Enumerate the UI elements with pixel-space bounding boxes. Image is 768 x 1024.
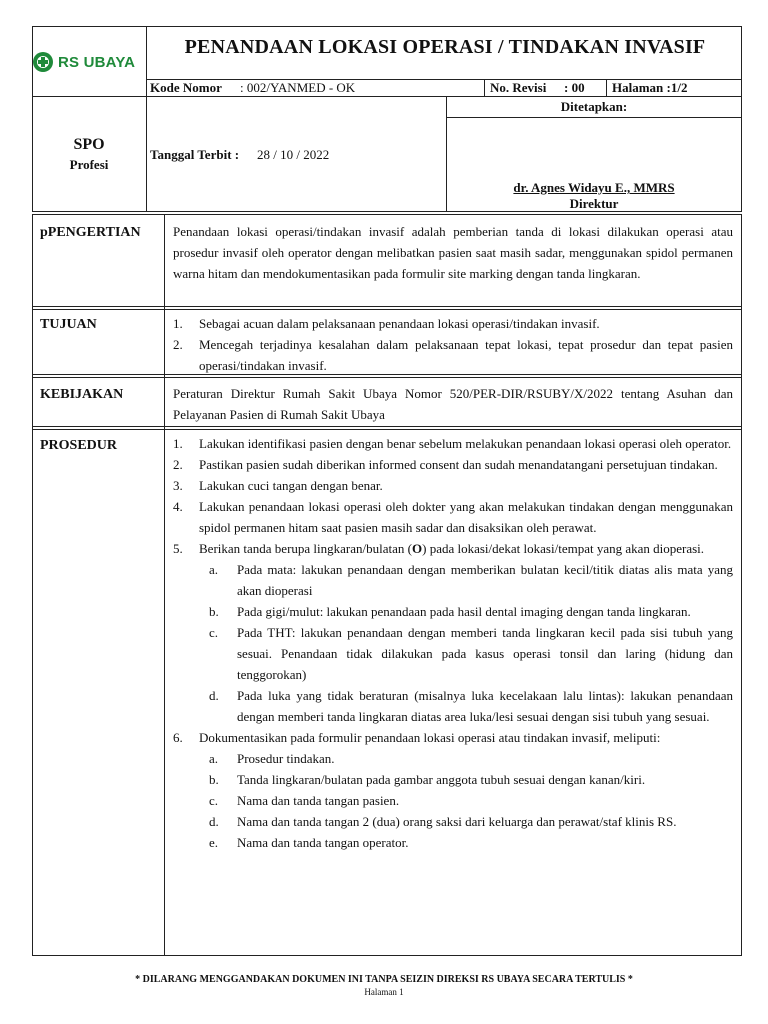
list-item: 1. Sebagai acuan dalam pelaksanaan penandaan lokasi operasi/tindakan invasif. <box>173 316 600 331</box>
ditetapkan-label: Ditetapkan: <box>560 99 628 114</box>
sub-list-item: d. Nama dan tanda tangan 2 (dua) orang saksi dari keluarga dan perawat/staf klinis RS. <box>209 814 677 829</box>
sub-list-item: a. Prosedur tindakan. <box>209 751 335 766</box>
list-item: 6. Dokumentasikan pada formulir penandaan lokasi operasi atau tindakan invasif, meliputi: <box>173 730 661 745</box>
sub-list-item: d. Pada luka yang tidak beraturan (misalnya luka kecelakaan lalu lintas): lakukan penandaan dengan memberi tanda lingkaran diatas area luka/lesi sesuai dengan sisi tubuh yang sesuai. <box>209 688 733 724</box>
tanggal-value: 28 / 10 / 2022 <box>257 147 330 162</box>
sub-list-item: a. Pada mata: lakukan penandaan dengan memberikan bulatan kecil/titik diatas alis mata yang akan dioperasi <box>209 562 733 598</box>
list-item: 4. Lakukan penandaan lokasi operasi oleh dokter yang akan melakukan tindakan dengan menggunakan spidol permanen hitam saat pasien masih sadar dan disaksikan oleh perawat. <box>173 499 733 535</box>
pengertian-text: Penandaan lokasi operasi/tindakan invasif adalah pemberian tanda di lokasi dilakukan operasi atau prosedur invasif oleh operator dengan melibatkan pasien saat masih sadar, menggunakan spidol permanen warna hitam dan mendokumentasikan pada formulir site marking dengan tanda lingkaran. <box>173 224 733 281</box>
list-item: 1. Lakukan identifikasi pasien dengan benar sebelum melakukan penandaan lokasi operasi oleh operator. <box>173 436 732 451</box>
header-divider <box>484 79 485 97</box>
kebijakan-text: Peraturan Direktur Rumah Sakit Ubaya Nomor 520/PER-DIR/RSUBY/X/2022 tentang Asuhan dan Pelayanan Pasien di Rumah Sakit Ubaya <box>173 386 733 422</box>
header-divider <box>606 79 607 97</box>
spo-label: SPO <box>73 136 105 153</box>
signer-title: Direktur <box>569 196 619 211</box>
list-item: 5. Berikan tanda berupa lingkaran/bulatan (O) pada lokasi/dekat lokasi/tempat yang akan dioperasi. <box>173 541 705 556</box>
sub-list-item: b. Pada gigi/mulut: lakukan penandaan pada hasil dental imaging dengan tanda lingkaran. <box>209 604 691 619</box>
list-item: 2. Pastikan pasien sudah diberikan informed consent dan sudah menandatangani persetujuan tindakan. <box>173 457 718 472</box>
document-title: PENANDAAN LOKASI OPERASI / TINDAKAN INVASIF <box>184 36 706 58</box>
prosedur-label: PROSEDUR <box>40 438 118 453</box>
halaman-header: Halaman :1/2 <box>612 80 688 95</box>
list-item: 3. Lakukan cuci tangan dengan benar. <box>173 478 383 493</box>
revisi-value: : 00 <box>564 80 585 95</box>
sub-list-item: b. Tanda lingkaran/bulatan pada gambar anggota tubuh sesuai dengan kanan/kiri. <box>209 772 646 787</box>
revisi-label: No. Revisi <box>490 80 547 95</box>
kode-value: : 002/YANMED - OK <box>240 80 356 95</box>
pengertian-label: pPENGERTIAN <box>40 225 141 240</box>
footer-page-number: Halaman 1 <box>364 987 404 997</box>
header-line <box>32 96 742 97</box>
tujuan-label: TUJUAN <box>40 317 97 332</box>
row-separator <box>32 306 742 310</box>
kebijakan-label: KEBIJAKAN <box>40 387 124 402</box>
list-item: 2. Mencegah terjadinya kesalahan dalam pelaksanaan tepat lokasi, tepat prosedur dan tepat pasien operasi/tindakan invasif. <box>173 337 733 373</box>
footer-warning: * DILARANG MENGGANDAKAN DOKUMEN INI TANPA SEIZIN DIREKSI RS UBAYA SECARA TERTULIS * <box>135 974 633 985</box>
tujuan-list <box>173 313 733 376</box>
profesi-label: Profesi <box>69 157 109 172</box>
sub-list-item: e. Nama dan tanda tangan operator. <box>209 835 409 850</box>
sub-list-item: c. Pada THT: lakukan penandaan dengan memberi tanda lingkaran kecil pada sisi tubuh yang sesuai. Penandaan tidak dilakukan pada kasus operasi tonsil dan laring (hidung dan tenggorokan) <box>209 625 733 682</box>
kode-label: Kode Nomor <box>150 80 222 95</box>
content-divider <box>164 214 165 956</box>
rs-ubaya-logo-icon <box>32 51 54 73</box>
tanggal-label: Tanggal Terbit : <box>150 147 240 162</box>
sub-list-item: c. Nama dan tanda tangan pasien. <box>209 793 400 808</box>
logo <box>32 40 148 84</box>
prosedur-list <box>173 433 733 853</box>
logo-text: RS UBAYA <box>58 53 136 71</box>
row-separator <box>32 426 742 430</box>
header-line <box>446 117 742 118</box>
signer-name: dr. Agnes Widayu E., MMRS <box>513 180 675 195</box>
